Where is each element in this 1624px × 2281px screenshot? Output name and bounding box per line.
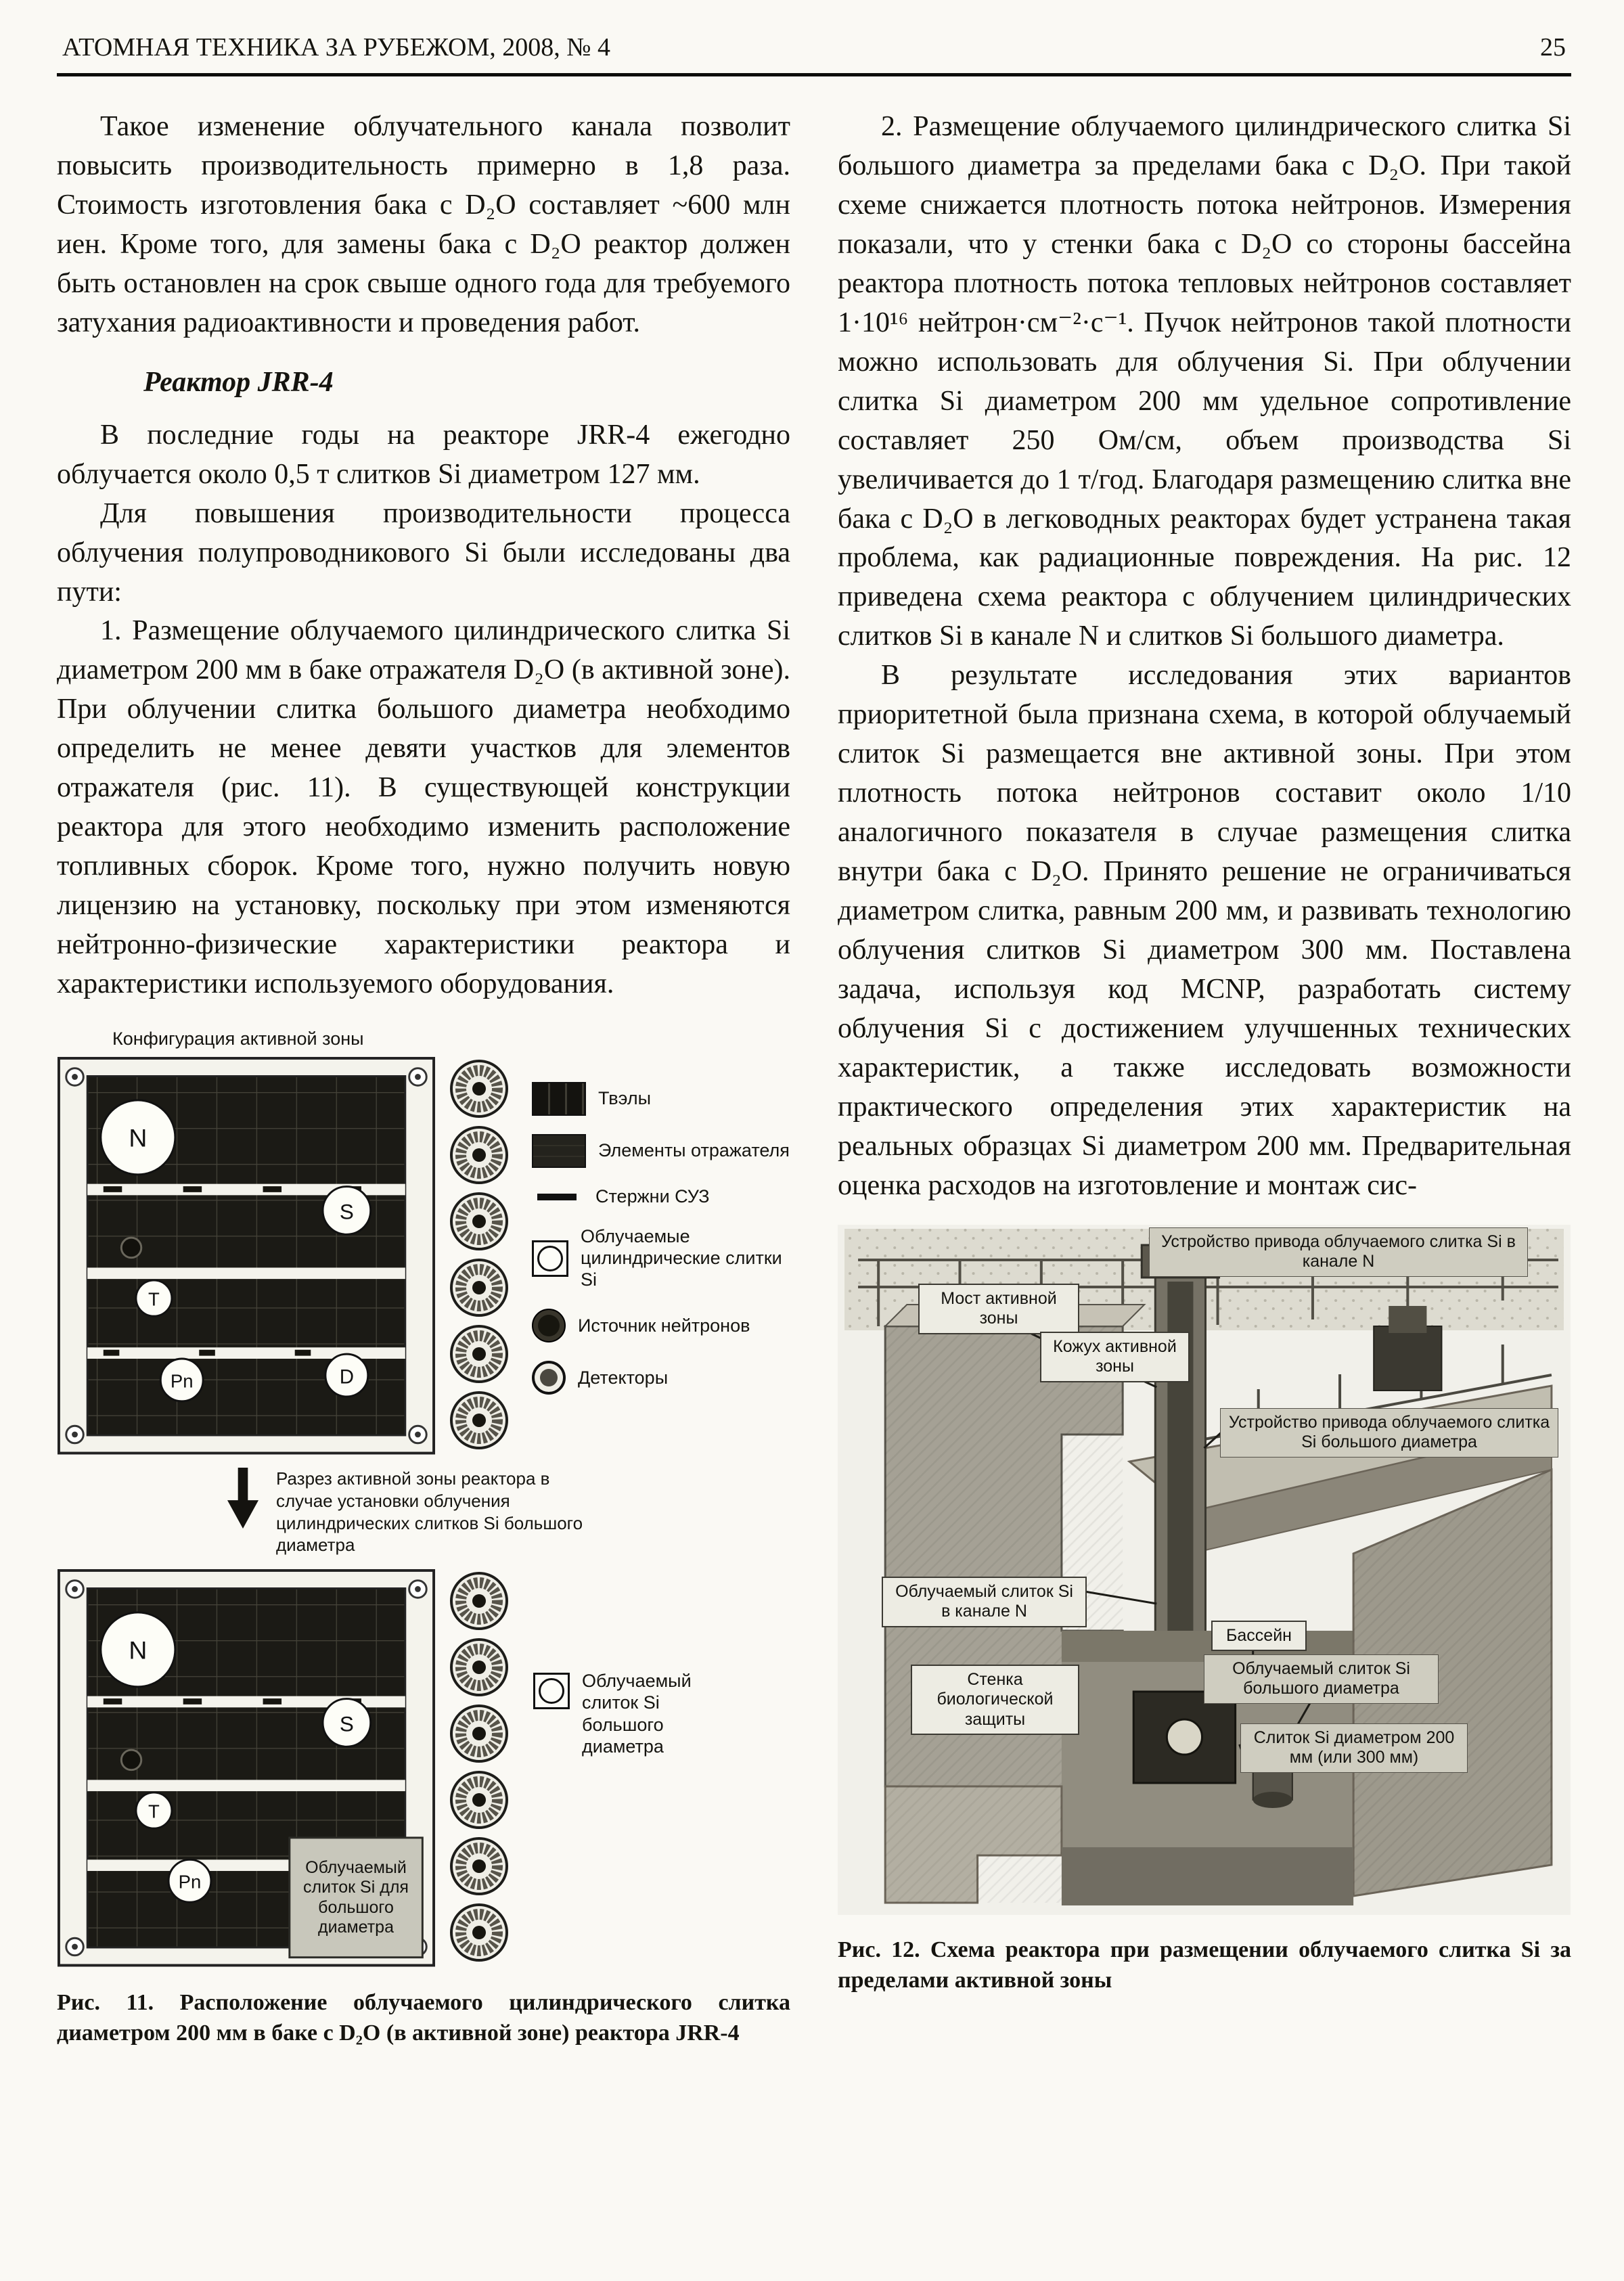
fig11-mid-row <box>227 1468 790 1556</box>
fig11-ingot-side-label <box>522 1670 790 1758</box>
legend-item-reflector <box>532 1134 790 1168</box>
ingot-side-label-text: Облучаемый слиток Si большого диаметра <box>582 1671 692 1757</box>
callout-large-ingot: Облучаемый слиток Si большого диаметра <box>1204 1654 1439 1704</box>
page-number: 25 <box>1540 33 1566 62</box>
right-paragraph-1: 2. Размещение облучаемого цилиндрического слитка Si большого диаметра за пределами бака с D₂O. При такой схеме снижается плотность потока нейтронов. Измерения показали, что у стенки бака с D₂O со стороны бассейна реактора плотность потока тепловых нейтронов составляет 1·10¹⁶ нейтрон·см⁻²·с⁻¹. Пучок нейтронов такой плотности можно использовать для облучения Si. При облучении слитка Si диаметром 200 мм удельное сопротивление составляет 250 Ом/см, объем производства Si увеличивается до 1 т/год. Благодаря размещению слитка вне бака с D₂O в легководных реакторах будет устранена такая проблема, как радиационные повреждения. На рис. 12 приведена схема реактора с облучением цилиндрических слитков Si в канале N и слитков Si большого диаметра. <box>838 111 1571 652</box>
core-position-n-label: N <box>129 1635 148 1665</box>
callout-drive-channel-n: Устройство привода облучаемого слитка Si в канале N <box>1149 1227 1528 1277</box>
figure-12 <box>838 1225 1571 1915</box>
callout-ingot-channel-n: Облучаемый слиток Si в канале N <box>882 1577 1087 1627</box>
legend-label: Облучаемые цилиндрические слитки Si <box>581 1225 782 1290</box>
legend-label: Источник нейтронов <box>578 1315 750 1336</box>
large-ingot-drive <box>1374 1326 1441 1391</box>
figure-11-caption: Рис. 11. Расположение облучаемого цилиндрического слитка диаметром 200 мм в баке с D₂O (в активной зоне) реактора JRR-4 <box>57 1990 790 2046</box>
core-position-pn-label: Pn <box>170 1370 194 1392</box>
ingot-icon <box>533 1673 570 1709</box>
legend-label: Детекторы <box>578 1367 669 1388</box>
fig11-config-label: Конфигурация активной зоны <box>112 1029 364 1049</box>
left-paragraph-4: 1. Размещение облучаемого цилиндрического слитка Si диаметром 200 мм в баке отражателя D₂O (в активной зоне). При облучении слитка большого диаметра необходимо определить не менее девяти участков для элементов отражателя (рис. 11). В существующей конструкции реактора для этого необходимо изменить расположение топливных сборок. Кроме того, нужно получить новую лицензию на установку, поскольку при этом изменяются нейтронно-физические характеристики реактора и характеристики используемого оборудования. <box>57 615 790 1000</box>
neutron-source-swatch-icon <box>532 1309 566 1342</box>
detector-column-top <box>445 1056 513 1455</box>
core-diagram-bottom <box>57 1568 436 1967</box>
right-column <box>838 108 1571 2049</box>
fig11-ingot-inner-label: Облучаемый слиток Si для большого диаметра <box>303 1857 409 1937</box>
callout-core-casing: Кожух активной зоны <box>1040 1332 1190 1382</box>
legend-item-fuel <box>532 1082 790 1116</box>
callout-core-bridge: Мост активной зоны <box>918 1284 1079 1334</box>
core-diagram-top-svg <box>57 1056 436 1455</box>
fig11-bottom-row <box>57 1568 790 1968</box>
core-position-n-label: N <box>129 1123 148 1152</box>
legend-label: Твэлы <box>598 1088 651 1109</box>
legend-label: Стержни СУЗ <box>595 1186 710 1207</box>
fuel-swatch-icon <box>532 1082 586 1116</box>
legend-item-neutron-source <box>532 1309 790 1342</box>
legend-item-detectors <box>532 1361 790 1395</box>
figure-12-caption: Рис. 12. Схема реактора при размещении облучаемого слитка Si за пределами активной зоны <box>838 1937 1571 1993</box>
left-column <box>57 108 790 2049</box>
callout-bio-shield-wall: Стенка биологической защиты <box>911 1665 1079 1736</box>
detector-column-bottom <box>445 1568 513 1968</box>
reflector-swatch-icon <box>532 1134 586 1168</box>
down-arrow-icon <box>227 1468 258 1529</box>
detector-swatch-icon <box>532 1361 566 1395</box>
legend-item-control-rods <box>532 1186 790 1208</box>
core-position-t-label: T <box>148 1801 160 1822</box>
section-heading-jrr4: Реактор JRR-4 <box>143 366 334 398</box>
callout-drive-large-ingot: Устройство привода облучаемого слитка Si большого диаметра <box>1220 1408 1558 1458</box>
core-position-pn-label: Pn <box>178 1871 202 1893</box>
right-paragraph-2: В результате исследования этих вариантов приоритетной была признана схема, в которой облучаемый слиток Si размещается вне активной зоны. При этом плотность потока нейтронов составит около 1/10 аналогичного показателя в случае размещения слитка внутри бака с D₂O. Принято решение не ограничиваться диаметром слитка, равным 200 мм, и развивать технологию облучения слитков Si диаметром 300 мм. Поставлена задача, используя код MCNP, разработать систему облучения Si с достижением улучшенных технических характеристик, а также исследовать возможности практического определения этих характеристик на реальных образцах Si диаметром 200 мм. Предварительная оценка расходов на изготовление и монтаж сис- <box>838 660 1571 1201</box>
page-header <box>57 23 1571 76</box>
callout-pool: Бассейн <box>1211 1621 1307 1652</box>
core-position-d-label: D <box>339 1365 354 1388</box>
control-rod-swatch-icon <box>537 1194 577 1200</box>
figure-11 <box>57 1029 790 2049</box>
core-position-t-label: T <box>148 1288 160 1310</box>
legend-label: Элементы отражателя <box>598 1140 790 1161</box>
neutron-source-icon <box>121 1238 141 1257</box>
core-diagram-top <box>57 1056 436 1455</box>
two-column-layout <box>57 108 1571 2049</box>
fig11-legend <box>522 1056 790 1395</box>
fig11-section-note: Разрез активной зоны реактора в случае установки облучения цилиндрических слитков Si большого диаметра <box>276 1468 583 1556</box>
core-position-s-label: S <box>339 1200 354 1224</box>
core-position-s-label: S <box>339 1712 354 1736</box>
neutron-source-icon <box>121 1750 141 1769</box>
left-paragraph-1: Такое изменение облучательного канала позволит повысить производительность примерно в 1,8 раза. Стоимость изготовления бака с D₂O составляет ~600 млн иен. Кроме того, для замены бака с D₂O реактор должен быть остановлен на срок свыше одного года для требуемого затухания радиоактивности и проведения работ. <box>57 111 790 338</box>
si-ingot-swatch-icon <box>532 1240 568 1277</box>
callout-ingot-diameter: Слиток Si диаметром 200 мм (или 300 мм) <box>1240 1723 1468 1773</box>
journal-title: АТОМНАЯ ТЕХНИКА ЗА РУБЕЖОМ, 2008, № 4 <box>62 33 611 62</box>
left-paragraph-3: Для повышения производительности процесса облучения полупроводникового Si были исследованы два пути: <box>57 497 790 608</box>
fig11-top-row <box>57 1056 790 1455</box>
left-paragraph-2: В последние годы на реакторе JRR-4 ежегодно облучается около 0,5 т слитков Si диаметром 127 мм. <box>57 419 790 490</box>
legend-item-si-ingots <box>532 1226 790 1291</box>
